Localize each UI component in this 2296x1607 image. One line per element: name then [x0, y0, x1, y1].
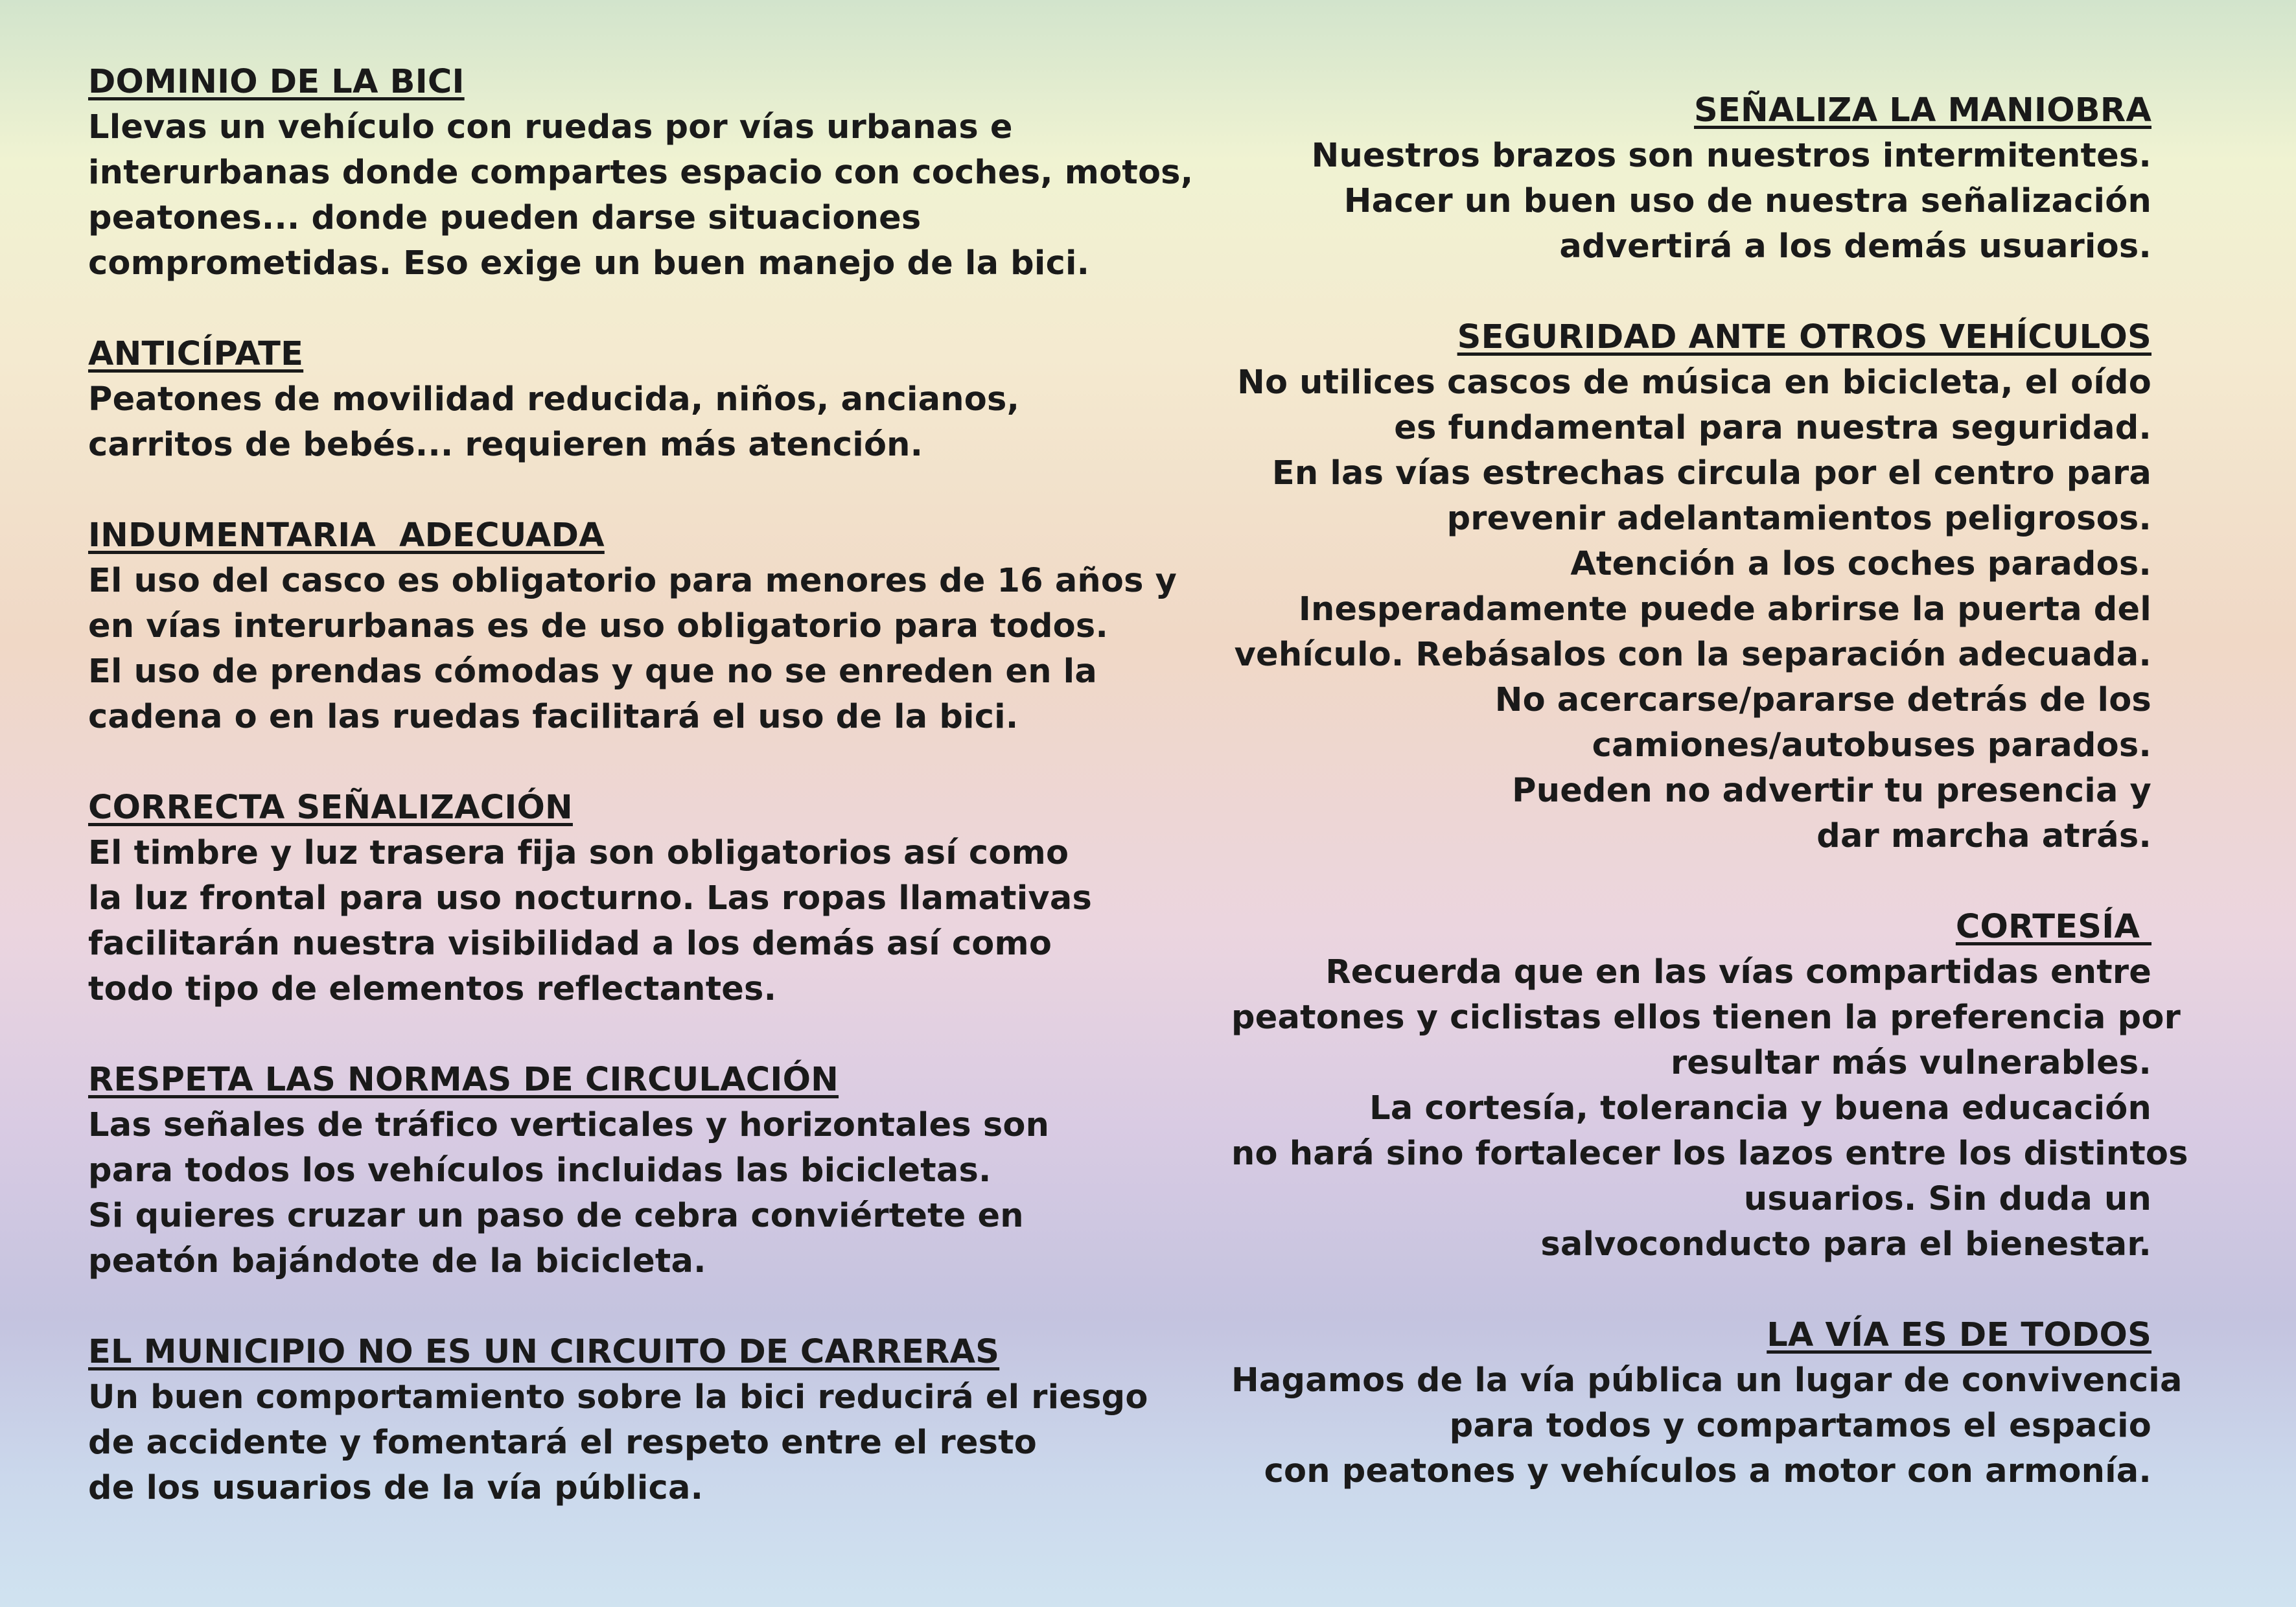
section-heading: DOMINIO DE LA BICI — [88, 63, 465, 101]
section-text-line: usuarios. Sin duda un — [1743, 1180, 2151, 1218]
section-text-line: Recuerda que en las vías compartidas entre — [1325, 953, 2151, 991]
section-heading: INDUMENTARIA ADECUADA — [88, 516, 605, 555]
section-heading: ANTICÍPATE — [88, 335, 304, 373]
section-text-line: Peatones de movilidad reducida, niños, ancianos, — [88, 380, 1020, 419]
section-heading: CORTESÍA — [1955, 908, 2151, 946]
section-text-line: carritos de bebés... requieren más atención. — [88, 426, 923, 464]
section-text-line: salvoconducto para el bienestar. — [1540, 1225, 2151, 1264]
section-senaliza-la-maniobra — [1231, 88, 2151, 270]
section-text-line: la luz frontal para uso nocturno. Las ropas llamativas — [88, 879, 1093, 918]
section-text-line: Pueden no advertir tu presencia y — [1512, 772, 2151, 810]
section-text-line: dar marcha atrás. — [1816, 817, 2151, 855]
section-text-line: todo tipo de elementos reflectantes. — [88, 970, 777, 1008]
left-column — [88, 60, 1194, 1556]
section-correcta-senalizacion — [88, 785, 1177, 1012]
section-text-line: comprometidas. Eso exige un buen manejo de la bici. — [88, 244, 1090, 283]
section-text-line: No acercarse/pararse detrás de los — [1494, 681, 2151, 719]
section-text-line: Llevas un vehículo con ruedas por vías urbanas e — [88, 108, 1013, 146]
section-text-line: es fundamental para nuestra seguridad. — [1394, 409, 2151, 447]
section-indumentaria-adecuada — [88, 513, 1177, 740]
section-heading: LA VÍA ES DE TODOS — [1767, 1316, 2151, 1354]
section-text-line: para todos y compartamos el espacio — [1449, 1407, 2151, 1445]
section-text-line: peatones y ciclistas ellos tienen la preferencia por — [1231, 999, 2181, 1037]
section-text-line: Atención a los coches parados. — [1570, 545, 2151, 583]
section-text-line: Si quieres cruzar un paso de cebra conviértete en — [88, 1197, 1024, 1235]
section-text-line: Las señales de tráfico verticales y horizontales son — [88, 1106, 1050, 1144]
section-text-line: El uso de prendas cómodas y que no se enreden en la — [88, 653, 1097, 691]
section-text-line: El uso del casco es obligatorio para menores de 16 años y — [88, 562, 1177, 600]
section-text-line: con peatones y vehículos a motor con armonía. — [1264, 1452, 2151, 1490]
section-text-line: no hará sino fortalecer los lazos entre los distintos — [1231, 1135, 2188, 1173]
section-text-line: para todos los vehículos incluidas las bicicletas. — [88, 1151, 991, 1190]
section-heading: RESPETA LAS NORMAS DE CIRCULACIÓN — [88, 1061, 839, 1099]
section-text-line: peatón bajándote de la bicicleta. — [88, 1242, 706, 1280]
section-el-municipio — [88, 1330, 1177, 1511]
section-text-line: interurbanas donde compartes espacio con coches, motos, — [88, 154, 1194, 192]
section-text-line: de los usuarios de la vía pública. — [88, 1469, 704, 1507]
section-text-line: en vías interurbanas es de uso obligatorio para todos. — [88, 607, 1109, 645]
section-heading: CORRECTA SEÑALIZACIÓN — [88, 789, 573, 827]
section-heading: EL MUNICIPIO NO ES UN CIRCUITO DE CARRERAS — [88, 1333, 1000, 1371]
section-text-line: advertirá a los demás usuarios. — [1559, 227, 2151, 266]
section-text-line: prevenir adelantamientos peligrosos. — [1446, 500, 2151, 538]
section-respeta-las-normas — [88, 1058, 1177, 1284]
section-text-line: de accidente y fomentará el respeto entre el resto — [88, 1424, 1038, 1462]
section-heading: SEGURIDAD ANTE OTROS VEHÍCULOS — [1457, 318, 2151, 356]
section-text-line: Hacer un buen uso de nuestra señalización — [1343, 182, 2151, 220]
section-text-line: peatones... donde pueden darse situaciones — [88, 199, 922, 237]
section-dominio-de-la-bici — [88, 60, 1194, 286]
section-text-line: Nuestros brazos son nuestros intermitentes. — [1311, 137, 2151, 175]
section-text-line: En las vías estrechas circula por el centro para — [1271, 454, 2151, 492]
right-column — [1231, 88, 2188, 1540]
section-text-line: Un buen comportamiento sobre la bici reducirá el riesgo — [88, 1378, 1148, 1416]
section-text-line: No utilices cascos de música en bicicleta, el oído — [1237, 364, 2151, 402]
section-text-line: vehículo. Rebásalos con la separación adecuada. — [1234, 636, 2151, 674]
section-la-via-es-de-todos — [1231, 1313, 2183, 1494]
section-text-line: Inesperadamente puede abrirse la puerta del — [1298, 590, 2151, 629]
section-text-line: El timbre y luz trasera fija son obligatorios así como — [88, 834, 1069, 872]
section-text-line: cadena o en las ruedas facilitará el uso de la bici. — [88, 698, 1019, 736]
section-text-line: La cortesía, tolerancia y buena educación — [1369, 1089, 2151, 1127]
section-text-line: facilitarán nuestra visibilidad a los demás así como — [88, 925, 1052, 963]
section-heading: SEÑALIZA LA MANIOBRA — [1694, 91, 2151, 130]
section-text-line: resultar más vulnerables. — [1670, 1044, 2151, 1082]
section-anticipate — [88, 332, 1177, 468]
section-seguridad-ante-otros-vehiculos — [1231, 315, 2151, 859]
section-text-line: Hagamos de la vía pública un lugar de convivencia — [1231, 1361, 2183, 1400]
section-cortesia — [1231, 905, 2188, 1267]
section-text-line: camiones/autobuses parados. — [1592, 726, 2151, 765]
